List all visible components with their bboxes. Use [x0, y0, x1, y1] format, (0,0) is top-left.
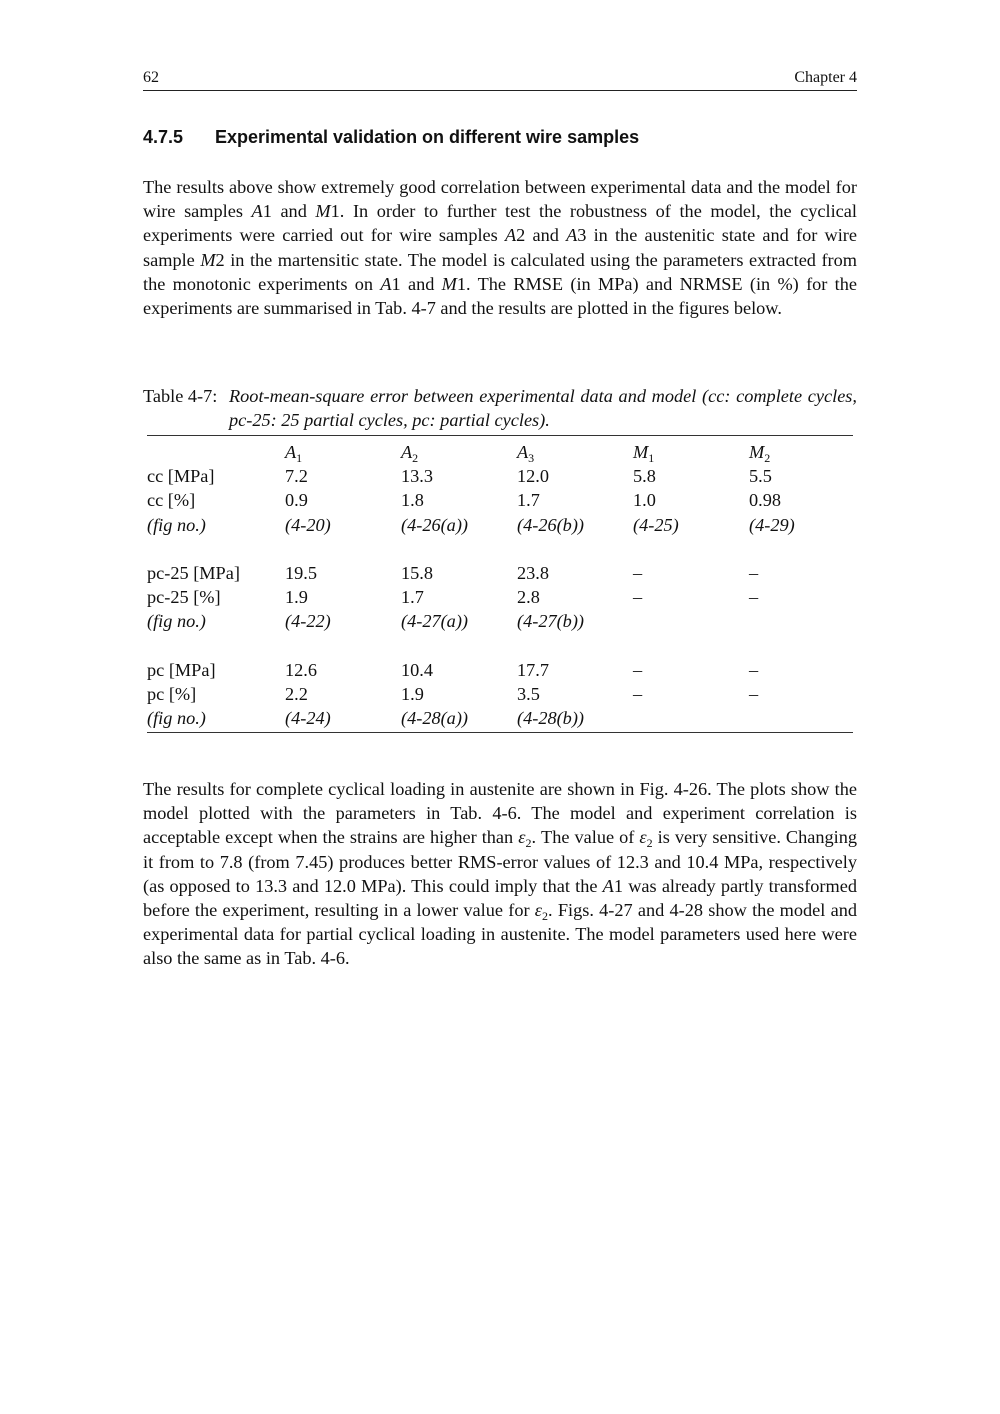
row-label: (fig no.) [147, 708, 206, 729]
row-label: (fig no.) [147, 514, 206, 535]
row-label: pc-25 [%] [147, 587, 221, 608]
header-subscript: 2 [412, 451, 419, 465]
text-run: The results above show extremely good correlation between experimental data and the model for wire samples [143, 177, 857, 222]
text-run: 1. The RMSE (in MPa) and NRMSE (in %) for the experiments are summarised in Tab. 4-7 and the results are plotted in the figures below. [143, 273, 858, 319]
math-subscript: 2 [646, 836, 653, 851]
text-run: The results for complete cyclical loading in austenite are shown in Fig. 4-26. The plots show the model plotted with the parameters in Tab. 4-6. The model and experiment correlation is acceptable except when the strains are higher than [143, 779, 857, 848]
header-subscript: 3 [528, 451, 535, 465]
table-cell [749, 706, 853, 730]
table-cell: – [633, 684, 643, 704]
row-label: (fig no.) [147, 611, 206, 632]
table-cell: – [749, 587, 759, 608]
column-header [401, 440, 517, 464]
table-cell: – [749, 684, 759, 704]
table-cell: 0.98 [749, 490, 781, 511]
math-subscript: 2 [542, 909, 549, 924]
section-number: 4.7.5 [143, 127, 184, 147]
header-letter: M [749, 442, 765, 462]
table-bottom-rule [147, 732, 853, 733]
table-cell: 2.2 [285, 684, 308, 704]
table-cell: (4-28(a)) [401, 708, 469, 729]
table-row [147, 513, 853, 537]
table-body [147, 440, 853, 730]
text-run: 1 and [391, 273, 442, 294]
table-cell: 10.4 [401, 659, 433, 680]
table-cell [633, 609, 749, 633]
text-run: 1. In order to further test the robustness of the model, the cyclical experiments were carried out for wire samples [143, 201, 857, 246]
table-cell: 0.9 [285, 490, 308, 511]
table-cell: 1.9 [285, 587, 308, 608]
table-cell: – [633, 563, 643, 583]
spacer-cell [147, 537, 853, 561]
caption-text: Root-mean-square error between experimental data and model (cc: complete cycles, pc-25: 25 partial cycles, pc: partial cycles). [229, 386, 857, 431]
table-row [147, 609, 853, 633]
math-var: M [315, 201, 331, 222]
table-cell: 5.8 [633, 466, 656, 487]
table-spacer-row [147, 634, 853, 658]
header-letter: A [401, 442, 413, 462]
table-cell [633, 706, 749, 730]
header-letter: A [285, 442, 297, 462]
table-cell: 2.8 [517, 587, 540, 608]
table-cell: 12.6 [285, 659, 317, 680]
math-subscript: 2 [525, 836, 532, 851]
text-run: 1 was already partly transformed before the experiment, resulting in a lower value for [143, 875, 857, 921]
chapter-label: Chapter 4 [794, 69, 857, 86]
row-label: cc [MPa] [147, 466, 215, 487]
header-letter: M [633, 442, 649, 462]
table-row [147, 464, 853, 488]
table-row [147, 706, 853, 730]
header-corner [147, 440, 285, 464]
math-var: A [566, 225, 578, 246]
row-label: pc-25 [MPa] [147, 563, 240, 583]
table-cell: – [749, 659, 759, 680]
table-row [147, 585, 853, 609]
column-header [633, 440, 749, 464]
text-run: is very sensitive. Changing it from to 7.8 (from 7.45) produces better RMS-error values of 12.3 and 10.4 MPa, respectively (as opposed to 13.3 and 12.0 MPa). This could imply that the [143, 827, 858, 896]
table-cell: (4-27(a)) [401, 611, 469, 632]
section-heading [143, 127, 857, 148]
page-number: 62 [143, 69, 159, 86]
table-cell: 15.8 [401, 563, 433, 583]
table-row [147, 488, 853, 512]
row-label: cc [%] [147, 490, 196, 511]
table-row [147, 682, 853, 706]
text-run: 3 in the austenitic state and for wire sample [143, 225, 857, 270]
table-cell: – [633, 587, 643, 608]
row-label: pc [MPa] [147, 659, 216, 680]
table-cell: 13.3 [401, 466, 433, 487]
table-cell: (4-22) [285, 611, 331, 632]
table-cell: 1.7 [401, 587, 424, 608]
table-cell: 3.5 [517, 684, 540, 704]
table-cell: (4-24) [285, 708, 331, 729]
column-header [749, 440, 853, 464]
table-cell [749, 609, 853, 633]
math-var: A [602, 875, 614, 896]
table-caption [143, 384, 857, 432]
text-run: . The value of [531, 827, 640, 848]
text-run: 2 in the martensitic state. The model is calculated using the parameters extracted from the monotonic experiments on [143, 249, 858, 294]
math-var: M [200, 249, 216, 270]
row-label: pc [%] [147, 684, 197, 704]
text-run: . Figs. 4-27 and 4-28 show the model and experimental data for partial cyclical loading in austenite. The model parameters used here were also the same as in Tab. 4-6. [143, 900, 857, 969]
table-cell: (4-20) [285, 514, 331, 535]
table-cell: 1.0 [633, 490, 656, 511]
table-cell: 5.5 [749, 466, 772, 487]
text-run: 1 and [262, 201, 316, 222]
table-cell: 1.8 [401, 490, 424, 511]
table-cell: (4-29) [749, 514, 795, 535]
table-cell: 17.7 [517, 659, 549, 680]
table-cell: 19.5 [285, 563, 317, 583]
table-top-rule [147, 435, 853, 436]
table-cell: 7.2 [285, 466, 308, 487]
table-cell: – [633, 659, 643, 680]
math-var: M [441, 273, 457, 294]
table-cell: 1.7 [517, 490, 540, 511]
table-cell: (4-26(a)) [401, 514, 469, 535]
column-header [285, 440, 401, 464]
table-spacer-row [147, 537, 853, 561]
table-row [147, 658, 853, 682]
header-subscript: 1 [648, 451, 655, 465]
table-cell: (4-25) [633, 514, 679, 535]
math-symbol: ε [639, 827, 647, 848]
running-head [143, 66, 857, 91]
header-subscript: 2 [764, 451, 771, 465]
math-var: A [504, 225, 517, 246]
text-run: 2 and [516, 225, 567, 246]
rmse-table [147, 440, 853, 730]
column-header [517, 440, 633, 464]
math-symbol: ε [518, 827, 526, 848]
section-title: Experimental validation on different wire samples [215, 127, 640, 147]
table-cell: 23.8 [517, 563, 549, 583]
table-row [147, 561, 853, 585]
paragraph-intro [143, 175, 857, 320]
table-cell: (4-26(b)) [517, 514, 585, 535]
table-cell: – [749, 563, 759, 583]
table-header-row [147, 440, 853, 464]
math-var: A [251, 201, 263, 222]
table-cell: 1.9 [401, 684, 424, 704]
caption-label: Table 4-7: [143, 386, 218, 406]
header-letter: A [517, 442, 529, 462]
header-subscript: 1 [296, 451, 303, 465]
table-cell: (4-27(b)) [517, 611, 585, 632]
spacer-cell [147, 634, 853, 658]
paragraph-results [143, 777, 857, 971]
math-symbol: ε [534, 900, 543, 921]
math-var: A [380, 273, 392, 294]
table-cell: 12.0 [517, 466, 549, 487]
table-cell: (4-28(b)) [517, 708, 585, 729]
